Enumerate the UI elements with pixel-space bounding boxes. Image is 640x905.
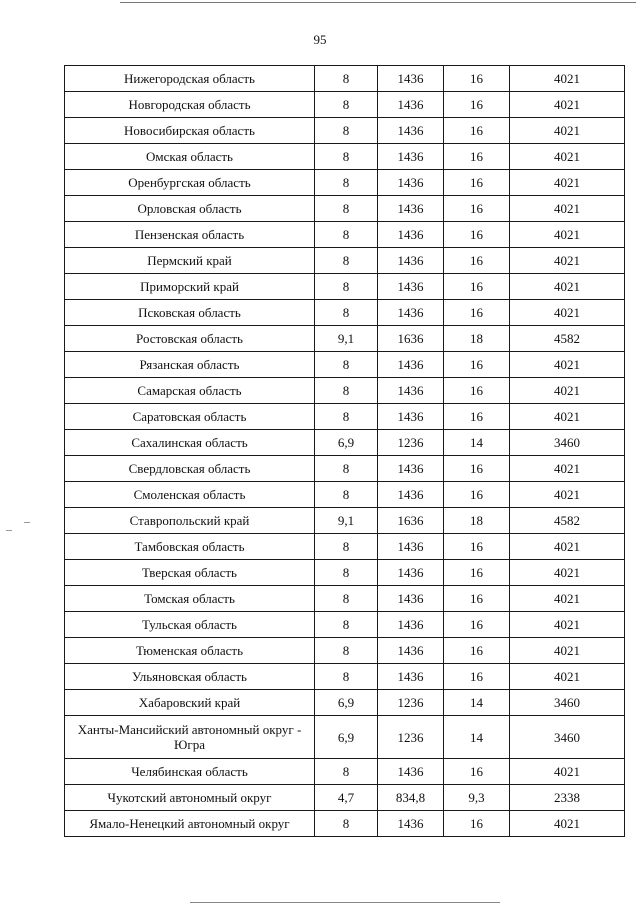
value-cell-1: 8 — [315, 456, 378, 482]
value-cell-3: 14 — [444, 716, 510, 759]
table-row — [65, 759, 625, 785]
value-cell-4: 4021 — [510, 300, 625, 326]
value-cell-3: 16 — [444, 759, 510, 785]
regions-table — [64, 65, 625, 837]
region-cell: Свердловская область — [65, 456, 315, 482]
value-cell-4: 4021 — [510, 612, 625, 638]
value-cell-4: 3460 — [510, 690, 625, 716]
region-cell: Оренбургская область — [65, 170, 315, 196]
value-cell-2: 1436 — [378, 66, 444, 92]
value-cell-3: 16 — [444, 196, 510, 222]
value-cell-4: 4021 — [510, 196, 625, 222]
table-row — [65, 118, 625, 144]
value-cell-4: 4021 — [510, 274, 625, 300]
value-cell-1: 6,9 — [315, 716, 378, 759]
table-row — [65, 326, 625, 352]
value-cell-4: 4582 — [510, 326, 625, 352]
table-row — [65, 508, 625, 534]
value-cell-3: 16 — [444, 274, 510, 300]
value-cell-1: 8 — [315, 759, 378, 785]
region-cell: Ростовская область — [65, 326, 315, 352]
value-cell-4: 4021 — [510, 404, 625, 430]
value-cell-1: 8 — [315, 378, 378, 404]
value-cell-1: 8 — [315, 222, 378, 248]
value-cell-1: 8 — [315, 534, 378, 560]
value-cell-2: 1436 — [378, 248, 444, 274]
value-cell-3: 16 — [444, 404, 510, 430]
table-row — [65, 716, 625, 759]
value-cell-2: 1436 — [378, 456, 444, 482]
value-cell-3: 18 — [444, 508, 510, 534]
table-row — [65, 785, 625, 811]
value-cell-2: 1436 — [378, 378, 444, 404]
value-cell-3: 9,3 — [444, 785, 510, 811]
table-row — [65, 612, 625, 638]
region-cell: Нижегородская область — [65, 66, 315, 92]
region-cell: Приморский край — [65, 274, 315, 300]
value-cell-4: 4582 — [510, 508, 625, 534]
value-cell-1: 8 — [315, 352, 378, 378]
table-row — [65, 560, 625, 586]
value-cell-4: 4021 — [510, 248, 625, 274]
table-row — [65, 378, 625, 404]
region-cell: Тамбовская область — [65, 534, 315, 560]
value-cell-1: 9,1 — [315, 326, 378, 352]
region-cell: Пензенская область — [65, 222, 315, 248]
value-cell-2: 1436 — [378, 534, 444, 560]
table-row — [65, 690, 625, 716]
value-cell-2: 1436 — [378, 560, 444, 586]
value-cell-2: 1436 — [378, 612, 444, 638]
table-row — [65, 170, 625, 196]
table-row — [65, 66, 625, 92]
value-cell-3: 16 — [444, 378, 510, 404]
region-cell: Омская область — [65, 144, 315, 170]
value-cell-4: 4021 — [510, 586, 625, 612]
value-cell-2: 1436 — [378, 170, 444, 196]
region-cell: Томская область — [65, 586, 315, 612]
table-row — [65, 352, 625, 378]
region-cell: Орловская область — [65, 196, 315, 222]
table-row — [65, 196, 625, 222]
bottom-rule — [190, 902, 500, 903]
table-row — [65, 144, 625, 170]
table-row — [65, 430, 625, 456]
region-cell: Челябинская область — [65, 759, 315, 785]
value-cell-3: 16 — [444, 560, 510, 586]
value-cell-2: 1436 — [378, 352, 444, 378]
region-cell: Хабаровский край — [65, 690, 315, 716]
value-cell-1: 8 — [315, 482, 378, 508]
region-cell: Ямало-Ненецкий автономный округ — [65, 811, 315, 837]
region-cell: Ульяновская область — [65, 664, 315, 690]
value-cell-4: 3460 — [510, 430, 625, 456]
region-cell: Тульская область — [65, 612, 315, 638]
scan-speck — [6, 530, 12, 531]
value-cell-4: 2338 — [510, 785, 625, 811]
value-cell-3: 16 — [444, 66, 510, 92]
region-cell: Пермский край — [65, 248, 315, 274]
value-cell-2: 1436 — [378, 144, 444, 170]
value-cell-1: 4,7 — [315, 785, 378, 811]
value-cell-4: 4021 — [510, 456, 625, 482]
value-cell-3: 16 — [444, 92, 510, 118]
value-cell-3: 16 — [444, 118, 510, 144]
value-cell-4: 4021 — [510, 534, 625, 560]
region-cell: Псковская область — [65, 300, 315, 326]
value-cell-4: 4021 — [510, 759, 625, 785]
value-cell-2: 1436 — [378, 811, 444, 837]
value-cell-3: 14 — [444, 430, 510, 456]
value-cell-4: 4021 — [510, 378, 625, 404]
table-row — [65, 274, 625, 300]
value-cell-4: 4021 — [510, 482, 625, 508]
value-cell-3: 16 — [444, 811, 510, 837]
value-cell-4: 4021 — [510, 811, 625, 837]
region-cell: Самарская область — [65, 378, 315, 404]
value-cell-2: 1436 — [378, 664, 444, 690]
value-cell-3: 16 — [444, 612, 510, 638]
value-cell-3: 16 — [444, 222, 510, 248]
value-cell-1: 8 — [315, 196, 378, 222]
table-row — [65, 586, 625, 612]
value-cell-1: 8 — [315, 144, 378, 170]
value-cell-1: 8 — [315, 170, 378, 196]
value-cell-1: 8 — [315, 586, 378, 612]
value-cell-3: 16 — [444, 248, 510, 274]
table-body — [65, 66, 625, 837]
table-row — [65, 664, 625, 690]
table-row — [65, 222, 625, 248]
region-cell: Ханты-Мансийский автономный округ - Югра — [65, 716, 315, 759]
value-cell-4: 4021 — [510, 144, 625, 170]
value-cell-4: 4021 — [510, 352, 625, 378]
value-cell-2: 1236 — [378, 716, 444, 759]
table-row — [65, 92, 625, 118]
region-cell: Саратовская область — [65, 404, 315, 430]
value-cell-4: 4021 — [510, 222, 625, 248]
value-cell-1: 8 — [315, 612, 378, 638]
value-cell-4: 4021 — [510, 118, 625, 144]
region-cell: Новгородская область — [65, 92, 315, 118]
table-row — [65, 456, 625, 482]
value-cell-4: 4021 — [510, 560, 625, 586]
table-row — [65, 811, 625, 837]
value-cell-1: 8 — [315, 664, 378, 690]
value-cell-2: 1436 — [378, 404, 444, 430]
value-cell-3: 16 — [444, 534, 510, 560]
value-cell-2: 1436 — [378, 300, 444, 326]
value-cell-1: 8 — [315, 92, 378, 118]
value-cell-3: 16 — [444, 456, 510, 482]
value-cell-2: 1236 — [378, 690, 444, 716]
region-cell: Ставропольский край — [65, 508, 315, 534]
value-cell-2: 1436 — [378, 482, 444, 508]
region-cell: Сахалинская область — [65, 430, 315, 456]
value-cell-3: 16 — [444, 482, 510, 508]
region-cell: Рязанская область — [65, 352, 315, 378]
value-cell-4: 3460 — [510, 716, 625, 759]
region-cell: Новосибирская область — [65, 118, 315, 144]
value-cell-2: 1436 — [378, 92, 444, 118]
value-cell-1: 8 — [315, 274, 378, 300]
value-cell-2: 1436 — [378, 222, 444, 248]
value-cell-3: 16 — [444, 664, 510, 690]
value-cell-4: 4021 — [510, 66, 625, 92]
value-cell-1: 8 — [315, 248, 378, 274]
value-cell-1: 8 — [315, 560, 378, 586]
scan-speck — [24, 522, 30, 523]
value-cell-2: 1436 — [378, 196, 444, 222]
value-cell-2: 1436 — [378, 274, 444, 300]
table-row — [65, 638, 625, 664]
value-cell-3: 16 — [444, 352, 510, 378]
table-row — [65, 404, 625, 430]
value-cell-1: 8 — [315, 638, 378, 664]
table-row — [65, 300, 625, 326]
value-cell-4: 4021 — [510, 92, 625, 118]
region-cell: Чукотский автономный округ — [65, 785, 315, 811]
value-cell-1: 8 — [315, 404, 378, 430]
page-number: 95 — [313, 32, 327, 47]
value-cell-1: 6,9 — [315, 430, 378, 456]
value-cell-1: 8 — [315, 118, 378, 144]
value-cell-3: 16 — [444, 170, 510, 196]
value-cell-3: 16 — [444, 638, 510, 664]
table-row — [65, 534, 625, 560]
value-cell-3: 18 — [444, 326, 510, 352]
value-cell-4: 4021 — [510, 638, 625, 664]
value-cell-2: 1436 — [378, 118, 444, 144]
value-cell-4: 4021 — [510, 170, 625, 196]
value-cell-4: 4021 — [510, 664, 625, 690]
region-cell: Тверская область — [65, 560, 315, 586]
value-cell-3: 16 — [444, 144, 510, 170]
value-cell-1: 8 — [315, 300, 378, 326]
value-cell-1: 6,9 — [315, 690, 378, 716]
value-cell-2: 1436 — [378, 638, 444, 664]
value-cell-2: 1436 — [378, 759, 444, 785]
value-cell-1: 9,1 — [315, 508, 378, 534]
region-cell: Смоленская область — [65, 482, 315, 508]
value-cell-3: 16 — [444, 586, 510, 612]
value-cell-1: 8 — [315, 811, 378, 837]
value-cell-2: 834,8 — [378, 785, 444, 811]
value-cell-3: 16 — [444, 300, 510, 326]
value-cell-2: 1436 — [378, 586, 444, 612]
value-cell-2: 1636 — [378, 508, 444, 534]
table-row — [65, 482, 625, 508]
value-cell-2: 1236 — [378, 430, 444, 456]
value-cell-3: 14 — [444, 690, 510, 716]
region-cell: Тюменская область — [65, 638, 315, 664]
table-row — [65, 248, 625, 274]
top-rule — [120, 2, 636, 3]
value-cell-1: 8 — [315, 66, 378, 92]
value-cell-2: 1636 — [378, 326, 444, 352]
